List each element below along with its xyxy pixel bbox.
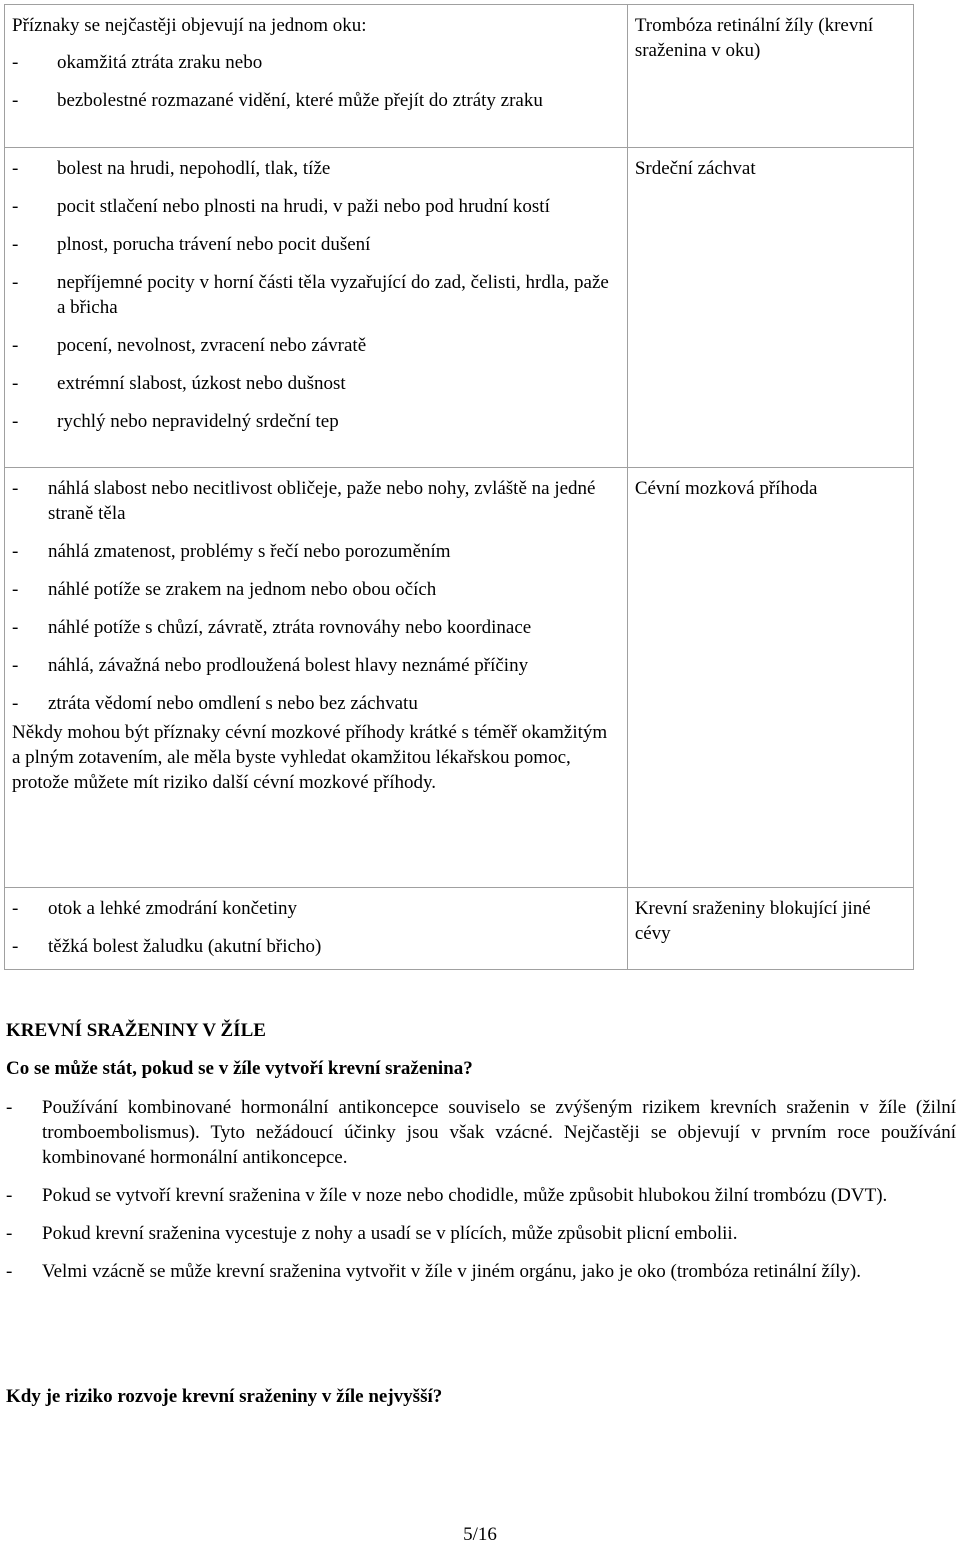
list-item: - pocení, nevolnost, zvracení nebo závratě: [12, 333, 620, 358]
list-item: - plnost, porucha trávení nebo pocit dušení: [12, 232, 620, 257]
symptoms-lead: Příznaky se nejčastěji objevují na jednom oku:: [12, 15, 367, 36]
table-row: [5, 888, 914, 970]
list-item: - náhlé potíže s chůzí, závratě, ztráta rovnováhy nebo koordinace: [12, 615, 620, 640]
question-heading: Co se může stát, pokud se v žíle vytvoří krevní sraženina?: [6, 1058, 473, 1079]
stroke-note: Někdy mohou být příznaky cévní mozkové příhody krátké s téměř okamžitým a plným zotavením, ale měla byste vyhledat okamžitou lékařskou pomoc, protože můžete mít riziko další cévní mozkové příhody.: [12, 722, 608, 793]
symptom-list: [12, 896, 620, 959]
page-number: 5/16: [463, 1524, 497, 1545]
section-title: KREVNÍ SRAŽENINY V ŽÍLE: [6, 1020, 266, 1041]
list-item: - bezbolestné rozmazané vidění, které může přejít do ztráty zraku: [12, 88, 620, 113]
list-item: - Používání kombinované hormonální antikoncepce souviselo se zvýšeným rizikem krevních sraženin v žíle (žilní tromboembolismus). Tyto nežádoucí účinky jsou však vzácné. Nejčastěji se objevují v prvním roce používání kombinované hormonální antikoncepce.: [6, 1095, 956, 1170]
list-item: - náhlé potíže se zrakem na jednom nebo obou očích: [12, 577, 620, 602]
table-row: [5, 5, 914, 148]
condition-cell: Cévní mozková příhoda: [627, 468, 913, 888]
list-item: - Pokud krevní sraženina vycestuje z nohy a usadí se v plících, může způsobit plicní embolii.: [6, 1221, 956, 1246]
list-item: - těžká bolest žaludku (akutní břicho): [12, 934, 620, 959]
list-item: - Velmi vzácně se může krevní sraženina vytvořit v žíle v jiném orgánu, jako je oko (trombóza retinální žíly).: [6, 1259, 956, 1284]
list-item: - okamžitá ztráta zraku nebo: [12, 50, 620, 75]
table-row: [5, 468, 914, 888]
list-item: - Pokud se vytvoří krevní sraženina v žíle v noze nebo chodidle, může způsobit hlubokou žilní trombózu (DVT).: [6, 1183, 956, 1208]
list-item: - otok a lehké zmodrání končetiny: [12, 896, 620, 921]
symptoms-cell: [5, 468, 628, 888]
list-item: - bolest na hrudi, nepohodlí, tlak, tíže: [12, 156, 620, 181]
list-item: - rychlý nebo nepravidelný srdeční tep: [12, 409, 620, 434]
symptom-list: [12, 476, 620, 716]
list-item: - nepříjemné pocity v horní části těla vyzařující do zad, čelisti, hrdla, paže a břicha: [12, 270, 620, 320]
list-item: - náhlá, závažná nebo prodloužená bolest hlavy neznámé příčiny: [12, 653, 620, 678]
list-item: - náhlá slabost nebo necitlivost obličeje, paže nebo nohy, zvláště na jedné straně těla: [12, 476, 620, 526]
list-item: - extrémní slabost, úzkost nebo dušnost: [12, 371, 620, 396]
condition-cell: Srdeční záchvat: [627, 148, 913, 468]
symptoms-table: [4, 4, 914, 970]
list-item: - náhlá zmatenost, problémy s řečí nebo porozuměním: [12, 539, 620, 564]
symptoms-cell: [5, 5, 628, 148]
symptom-list: [12, 156, 620, 434]
symptoms-cell: [5, 148, 628, 468]
symptoms-cell: [5, 888, 628, 970]
condition-cell: Trombóza retinální žíly (krevní sraženina v oku): [627, 5, 913, 148]
list-item: - pocit stlačení nebo plnosti na hrudi, v paži nebo pod hrudní kostí: [12, 194, 620, 219]
condition-cell: Krevní sraženiny blokující jiné cévy: [627, 888, 913, 970]
symptom-list: [12, 50, 620, 113]
list-item: - ztráta vědomí nebo omdlení s nebo bez záchvatu: [12, 691, 620, 716]
question-heading: Kdy je riziko rozvoje krevní sraženiny v žíle nejvyšší?: [6, 1386, 443, 1407]
table-row: [5, 148, 914, 468]
vein-clot-list: [6, 1095, 956, 1297]
